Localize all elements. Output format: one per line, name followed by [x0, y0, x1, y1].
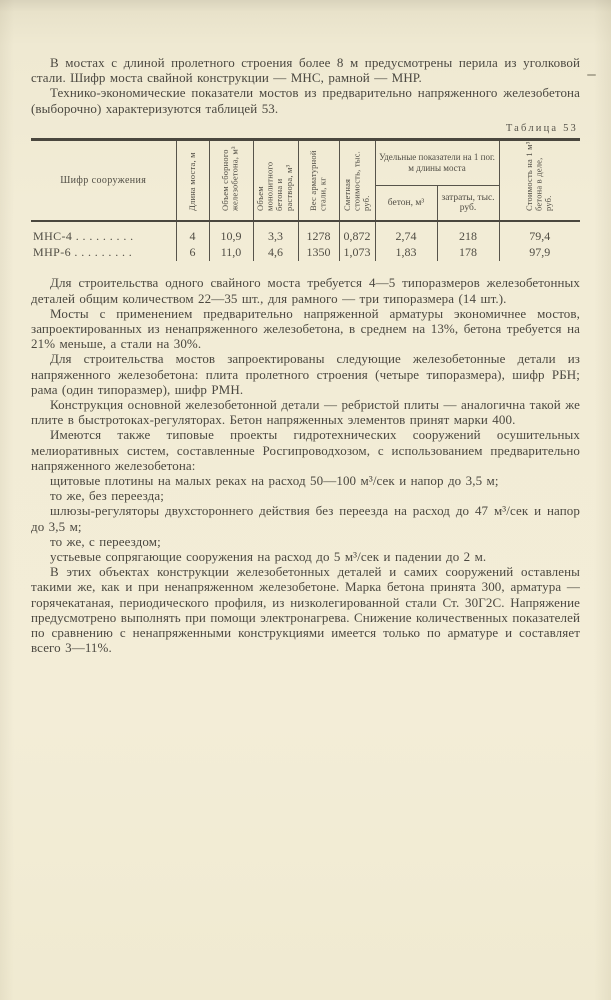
paragraph: Для строительства одного свайного моста требуется 4—5 типоразмеров железобетонных деталей общим количеством 22—35 шт., для рамного — три типоразмера (14 шт.).: [31, 275, 580, 306]
table-cell: 1,073: [339, 245, 375, 261]
table-row: [31, 221, 580, 245]
rotated-header-text: Объем монолитного бетона и раствора, м³: [255, 161, 295, 212]
table-header-cost-per-m3: [499, 139, 580, 221]
table-cell: 3,3: [253, 221, 298, 245]
rotated-header-text: Длина моста, м: [186, 152, 197, 212]
table-header-precast-volume: [209, 139, 253, 221]
paragraph: Имеются также типовые проекты гидротехнических сооружений осушительных мелиоративных систем, составленные Росгипроводхозом, с использованием предварительно напряженного железобетона:: [31, 427, 580, 473]
paragraph: Конструкция основной железобетонной детали — ребристой плиты — аналогична такой же плите в быстротоках-регуляторах. Бетон напряженных элементов принят марки 400.: [31, 396, 580, 428]
table-cell: 178: [437, 245, 499, 261]
table-header-code: Шифр сооружения: [31, 139, 176, 221]
table-cell: 1,83: [375, 245, 437, 261]
body-text: [31, 275, 580, 655]
rotated-header-text: Вес арматурной стали, кг: [307, 150, 328, 212]
table-header-estimate-cost: [339, 139, 375, 221]
table-cell: 1350: [298, 245, 339, 261]
table-cell: 79,4: [529, 229, 551, 244]
table-row: [31, 245, 580, 261]
rotated-header-text: Стоимость на 1 м³ бетона в деле, руб.: [524, 141, 554, 212]
table-caption: Таблица 53: [505, 122, 578, 134]
table-cell: 1278: [298, 221, 339, 245]
table-cell: 97,9: [529, 245, 551, 260]
paragraph: Технико-экономические показатели мостов из предварительно напряженного железобетона (выборочно) характеризуются таблицей 53.: [31, 85, 580, 116]
paragraph: Для строительства мостов запроектированы следующие железобетонные детали из напряженного железобетона: плита пролетного строения (четыре типоразмера), шифр РБН; рама (один типоразмер), шифр РМН.: [31, 351, 580, 397]
page-content: [31, 55, 580, 655]
list-item-paragraph: щитовые плотины на малых реках на расход 50—100 м³/сек и напор до 3,5 м;: [50, 472, 499, 488]
table-cell: 10,9: [209, 221, 253, 245]
table-cell: 4: [176, 221, 209, 245]
table-header-monolithic-volume: [253, 139, 298, 221]
table-header-unit-concrete: бетон, м³: [375, 185, 437, 221]
list-item-paragraph: устьевые сопрягающие сооружения на расход до 5 м³/сек и падении до 2 м.: [50, 548, 487, 564]
paragraph: Мосты с применением предварительно напряженной арматуры экономичнее мостов, запроектированных из ненапряженного железобетона, в среднем на 13%, бетона требуется на 21% меньше, а стали на 30%.: [31, 305, 580, 352]
row-label: МНР-6 . . . . . . . . .: [31, 245, 176, 261]
rotated-header-text: Объем сборного железобетона, м³: [220, 146, 240, 212]
table-cell: 6: [176, 245, 209, 261]
bridge-specs-table: [31, 138, 580, 262]
table-header-unit-indicators-group: Удельные показатели на 1 пог. м длины моста: [375, 139, 499, 185]
list-item-paragraph: то же, без переезда;: [50, 488, 164, 504]
rotated-header-text: Сметная стоимость, тыс. руб.: [341, 151, 371, 212]
list-item-paragraph: шлюзы-регуляторы двухстороннего действия без переезда на расход до 47 м³/сек и напор до 3,5 м;: [31, 503, 580, 534]
table-cell: 2,74: [375, 221, 437, 245]
paragraph: В этих объектах конструкции железобетонных деталей и самих сооружений оставлены такими же, как и при ненапряженном железобетоне. Марка бетона принята 300, арматура — горячекатаная, периодического профиля, из низколегированной стали Ст. 30Г2С. Напряжение предусмотрено выполнять при помощи электронагрева. Снижение количественных показателей по сравнению с ненапряженными конструкциями имеется только по арматуре и составляет всего 3—11%.: [31, 564, 580, 656]
table-cell: 4,6: [253, 245, 298, 261]
table-cell: 218: [437, 221, 499, 245]
table-header-unit-costs: затраты, тыс. руб.: [437, 185, 499, 221]
list-item-paragraph: то же, с переездом;: [50, 533, 161, 549]
scan-artifact: [587, 74, 596, 76]
paragraph: В мостах с длиной пролетного строения более 8 м предусмотрены перила из уголковой стали. Шифр моста свайной конструкции — МНС, рамной — МНР.: [31, 55, 580, 86]
table-cell: 0,872: [339, 221, 375, 245]
row-label: МНС-4 . . . . . . . . .: [31, 221, 176, 245]
table-header-length: [176, 139, 209, 221]
table-header-steel-weight: [298, 139, 339, 221]
table-cell: 11,0: [209, 245, 253, 261]
